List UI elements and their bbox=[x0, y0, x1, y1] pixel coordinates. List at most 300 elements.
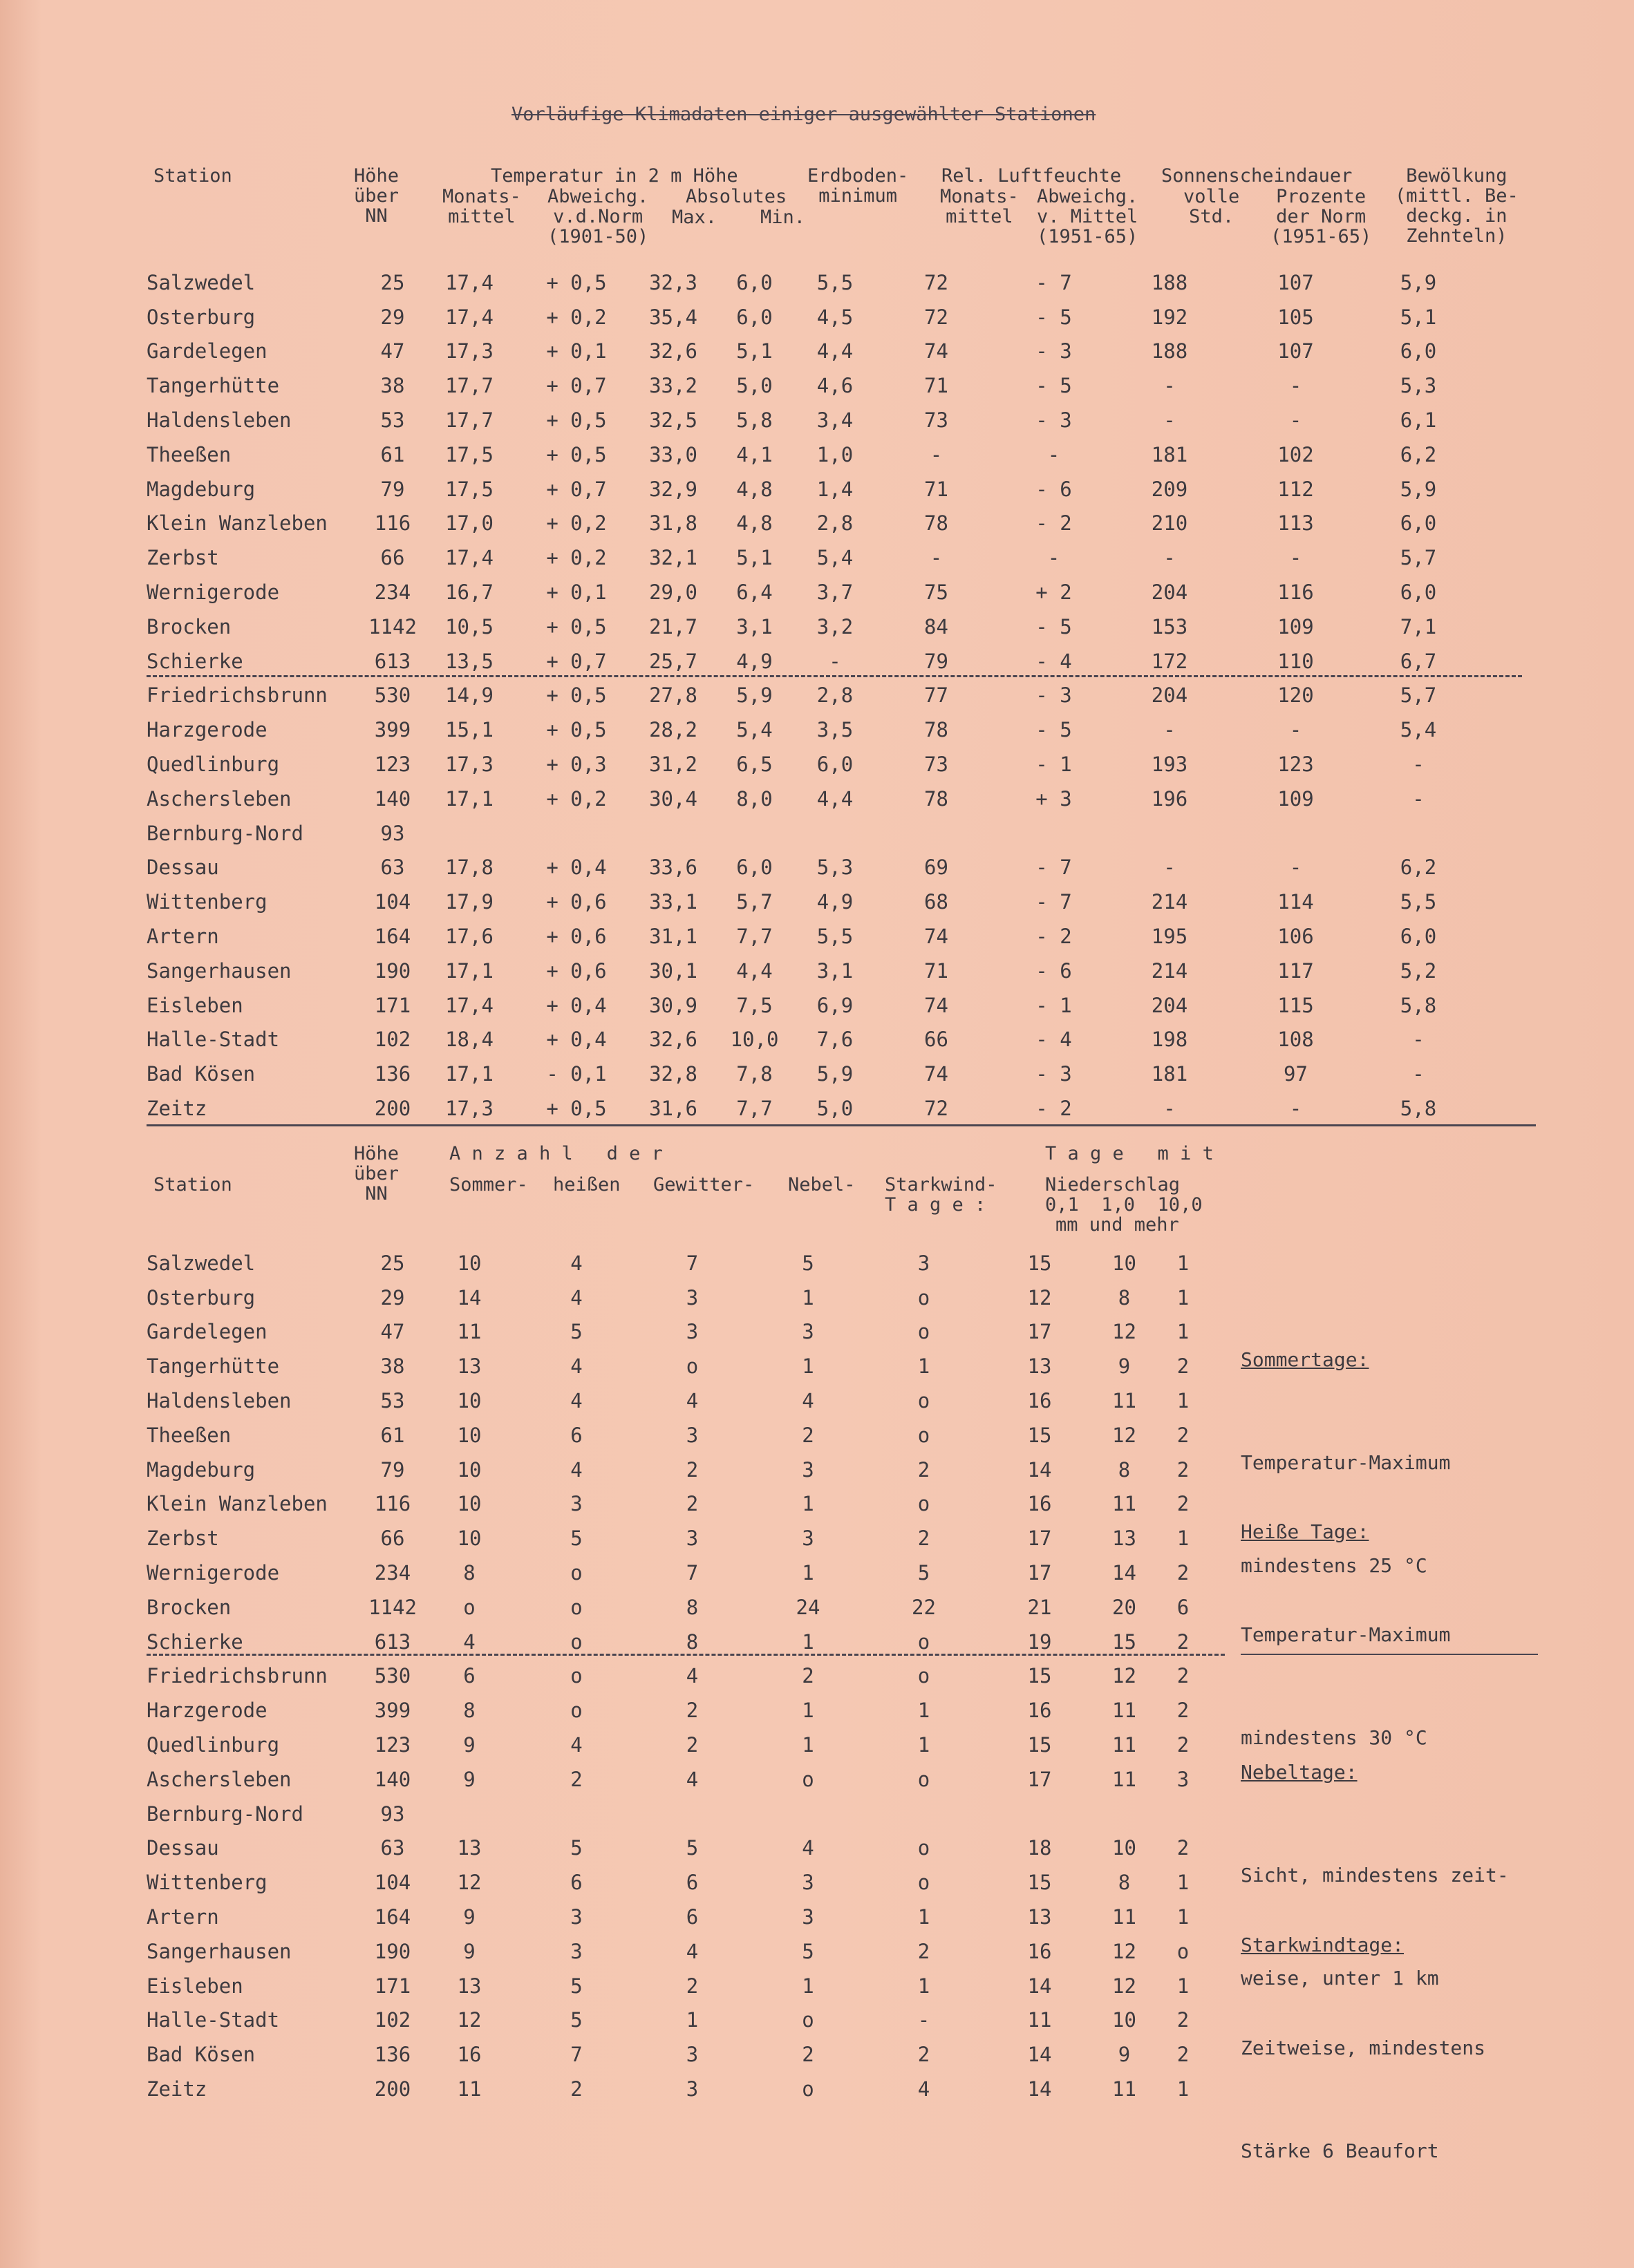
cell-sonne-std bbox=[1111, 816, 1228, 851]
cell-feuchte: 71 bbox=[924, 477, 948, 501]
cell-max: 30,9 bbox=[649, 993, 697, 1017]
cell-starkwind: 1 bbox=[917, 1354, 930, 1379]
cell-heisse-tage bbox=[521, 1797, 632, 1831]
cell-station: Sangerhausen bbox=[147, 958, 292, 983]
cell-bewoelkung: 6,2 bbox=[1400, 856, 1437, 880]
cell-erdboden: 4,4 bbox=[816, 339, 854, 363]
cell-bewoelkung: 5,3 bbox=[1400, 374, 1437, 398]
cell-nd-10: 11 bbox=[1112, 1389, 1136, 1413]
cell-monatsmittel: 17,8 bbox=[445, 856, 494, 880]
cell-hoehe: 399 bbox=[374, 718, 411, 742]
t1-header-temp-group: Temperatur in 2 m Höhe bbox=[491, 165, 738, 187]
cell-bewoelkung: 5,7 bbox=[1400, 546, 1437, 570]
cell-hoehe: 79 bbox=[380, 477, 405, 501]
table-row bbox=[147, 1349, 1212, 1383]
cell-erdboden: 4,5 bbox=[816, 305, 854, 329]
cell-nd-01: 14 bbox=[1027, 2077, 1052, 2101]
cell-nd-10: 8 bbox=[1118, 1285, 1131, 1310]
cell-bewoelkung: 5,5 bbox=[1400, 890, 1437, 914]
cell-max: 33,2 bbox=[649, 374, 697, 398]
table-row bbox=[147, 437, 1474, 472]
cell-min: 4,1 bbox=[736, 442, 773, 466]
cell-nd-100: 2 bbox=[1176, 2043, 1190, 2067]
cell-hoehe: 102 bbox=[374, 1028, 411, 1052]
cell-nebel: 1 bbox=[802, 1733, 814, 1757]
cell-gewitter: 4 bbox=[686, 1767, 699, 1791]
cell-erdboden: 2,8 bbox=[816, 511, 854, 536]
cell-hoehe: 123 bbox=[374, 753, 411, 777]
cell-abweichung: + 0,1 bbox=[546, 339, 607, 363]
cell-bewoelkung: 7,1 bbox=[1400, 614, 1437, 639]
cell-nd-10: 8 bbox=[1118, 1457, 1131, 1482]
table-row bbox=[147, 712, 1474, 747]
cell-sommertage: 10 bbox=[457, 1527, 482, 1551]
cell-nd-100: 6 bbox=[1176, 1595, 1190, 1619]
cell-station: Salzwedel bbox=[147, 1251, 256, 1275]
cell-sommertage: 8 bbox=[463, 1561, 476, 1585]
table-row bbox=[147, 1728, 1212, 1762]
note-nebel-title: Nebeltage: bbox=[1241, 1760, 1358, 1784]
cell-nd-10: 11 bbox=[1112, 2077, 1136, 2101]
cell-nd-01: 16 bbox=[1027, 1492, 1052, 1516]
cell-heisse-tage: 4 bbox=[570, 1733, 583, 1757]
cell-sonne-proz: - bbox=[1289, 856, 1302, 880]
cell-sommertage: 9 bbox=[463, 1939, 476, 1963]
cell-sonne-std: 209 bbox=[1151, 477, 1188, 501]
cell-station: Quedlinburg bbox=[147, 753, 280, 777]
cell-abweichung: + 0,1 bbox=[546, 580, 607, 605]
cell-station: Brocken bbox=[147, 614, 232, 639]
cell-station: Gardelegen bbox=[147, 1320, 267, 1344]
cell-feuchte: 68 bbox=[924, 890, 948, 914]
t2-header-hoehe: Höhe über NN bbox=[354, 1143, 400, 1204]
cell-monatsmittel: 17,4 bbox=[445, 546, 494, 570]
cell-sommertage: 16 bbox=[457, 2043, 482, 2067]
cell-heisse-tage: o bbox=[570, 1561, 583, 1585]
cell-nd-10: 10 bbox=[1112, 2008, 1136, 2032]
cell-nd-01: 17 bbox=[1027, 1561, 1052, 1585]
cell-station: Salzwedel bbox=[147, 270, 256, 294]
cell-heisse-tage: 4 bbox=[570, 1354, 583, 1379]
cell-max: 30,1 bbox=[649, 958, 697, 983]
cell-sommertage: o bbox=[463, 1595, 476, 1619]
cell-abweichung: + 0,2 bbox=[546, 305, 607, 329]
cell-sommertage: 14 bbox=[457, 1285, 482, 1310]
cell-nd-100: 1 bbox=[1176, 1389, 1190, 1413]
cell-monatsmittel: 17,4 bbox=[445, 305, 494, 329]
cell-hoehe: 116 bbox=[374, 511, 411, 536]
cell-sommertage: 10 bbox=[457, 1423, 482, 1447]
cell-station: Klein Wanzleben bbox=[147, 1492, 328, 1516]
cell-max: 31,8 bbox=[649, 511, 697, 536]
cell-feuchte-abw: - 6 bbox=[1035, 477, 1072, 501]
table-row bbox=[147, 334, 1474, 369]
cell-station: Osterburg bbox=[147, 305, 256, 329]
cell-sommertage: 13 bbox=[457, 1836, 482, 1860]
cell-nd-100: 1 bbox=[1176, 1871, 1190, 1895]
cell-bewoelkung: 6,0 bbox=[1400, 925, 1437, 949]
cell-hoehe: 171 bbox=[374, 1974, 411, 1998]
cell-feuchte-abw: + 2 bbox=[1035, 580, 1072, 605]
cell-gewitter: 2 bbox=[686, 1699, 699, 1723]
cell-gewitter: 2 bbox=[686, 1457, 699, 1482]
cell-abweichung: + 0,4 bbox=[546, 856, 607, 880]
cell-sommertage: 8 bbox=[463, 1699, 476, 1723]
cell-sonne-proz: - bbox=[1289, 718, 1302, 742]
cell-min: 7,8 bbox=[736, 1062, 773, 1086]
cell-station: Theeßen bbox=[147, 1423, 232, 1447]
cell-station: Schierke bbox=[147, 1629, 243, 1654]
cell-max: 32,8 bbox=[649, 1062, 697, 1086]
cell-hoehe: 38 bbox=[380, 1354, 405, 1379]
cell-abweichung: + 0,6 bbox=[546, 958, 607, 983]
cell-sonne-proz: 109 bbox=[1277, 786, 1314, 811]
cell-monatsmittel: 14,9 bbox=[445, 683, 494, 708]
cell-hoehe: 25 bbox=[380, 270, 405, 294]
note-starkwind-l1: Zeitweise, mindestens bbox=[1241, 2036, 1486, 2059]
cell-sommertage: 6 bbox=[463, 1664, 476, 1688]
cell-abweichung: + 0,5 bbox=[546, 718, 607, 742]
cell-sonne-proz: 107 bbox=[1277, 339, 1314, 363]
cell-station: Bad Kösen bbox=[147, 1062, 256, 1086]
cell-starkwind: 2 bbox=[917, 1939, 930, 1963]
cell-abweichung: + 0,3 bbox=[546, 753, 607, 777]
cell-feuchte: 74 bbox=[924, 925, 948, 949]
cell-nebel: 1 bbox=[802, 1629, 814, 1654]
cell-nd-100: 3 bbox=[1176, 1767, 1190, 1791]
cell-gewitter: 3 bbox=[686, 1285, 699, 1310]
cell-sonne-proz: 110 bbox=[1277, 649, 1314, 673]
cell-station: Bernburg-Nord bbox=[147, 821, 303, 845]
cell-nd-10: 10 bbox=[1112, 1836, 1136, 1860]
cell-heisse-tage: 6 bbox=[570, 1871, 583, 1895]
cell-hoehe: 47 bbox=[380, 339, 405, 363]
table-row bbox=[147, 1521, 1212, 1556]
cell-sommertage: 12 bbox=[457, 2008, 482, 2032]
table-row bbox=[147, 1556, 1212, 1590]
cell-sonne-std: 210 bbox=[1151, 511, 1188, 536]
cell-min: 6,4 bbox=[736, 580, 773, 605]
t2-header-nd-cols: 0,1 1,0 10,0 bbox=[1045, 1194, 1203, 1216]
cell-abweichung: + 0,7 bbox=[546, 374, 607, 398]
cell-feuchte: 73 bbox=[924, 753, 948, 777]
cell-starkwind: o bbox=[917, 1423, 930, 1447]
cell-heisse-tage: o bbox=[570, 1664, 583, 1688]
cell-sonne-std: - bbox=[1163, 718, 1176, 742]
cell-monatsmittel: 17,3 bbox=[445, 1097, 494, 1121]
table-row bbox=[147, 403, 1474, 437]
cell-nd-10: 12 bbox=[1112, 1423, 1136, 1447]
cell-station: Magdeburg bbox=[147, 1457, 256, 1482]
cell-sonne-proz: - bbox=[1289, 374, 1302, 398]
cell-nd-10: 15 bbox=[1112, 1629, 1136, 1654]
cell-feuchte-abw: + 3 bbox=[1035, 786, 1072, 811]
cell-feuchte-abw: - 7 bbox=[1035, 890, 1072, 914]
cell-nd-100: 1 bbox=[1176, 1320, 1190, 1344]
cell-bewoelkung: 5,2 bbox=[1400, 958, 1437, 983]
cell-sommertage: 10 bbox=[457, 1389, 482, 1413]
cell-monatsmittel: 17,7 bbox=[445, 374, 494, 398]
cell-heisse-tage: o bbox=[570, 1699, 583, 1723]
cell-nd-01: 17 bbox=[1027, 1320, 1052, 1344]
note-starkwind bbox=[1241, 1859, 1485, 2238]
note-starkwind-l2: Stärke 6 Beaufort bbox=[1241, 2139, 1439, 2163]
note-heisse-l2: mindestens 30 °C bbox=[1241, 1726, 1427, 1750]
cell-feuchte-abw: - 3 bbox=[1035, 1062, 1072, 1086]
cell-sonne-std: 181 bbox=[1151, 442, 1188, 466]
cell-station: Zeitz bbox=[147, 1097, 207, 1121]
cell-min: 5,8 bbox=[736, 408, 773, 433]
table-row bbox=[147, 1659, 1212, 1694]
cell-feuchte-abw: - 5 bbox=[1035, 374, 1072, 398]
cell-min: 10,0 bbox=[730, 1028, 779, 1052]
table-row bbox=[147, 1934, 1212, 1969]
cell-feuchte: 78 bbox=[924, 718, 948, 742]
cell-hoehe: 47 bbox=[380, 1320, 405, 1344]
cell-max: 33,1 bbox=[649, 890, 697, 914]
cell-hoehe: 38 bbox=[380, 374, 405, 398]
cell-bewoelkung: - bbox=[1412, 753, 1425, 777]
cell-erdboden: - bbox=[829, 649, 841, 673]
cell-gewitter: 2 bbox=[686, 1974, 699, 1998]
cell-nd-100: 2 bbox=[1176, 1492, 1190, 1516]
cell-nd-10: 9 bbox=[1118, 1354, 1131, 1379]
cell-hoehe: 102 bbox=[374, 2008, 411, 2032]
cell-sommertage: 9 bbox=[463, 1767, 476, 1791]
cell-erdboden: 4,6 bbox=[816, 374, 854, 398]
cell-feuchte: 74 bbox=[924, 1062, 948, 1086]
cell-sonne-proz bbox=[1228, 816, 1363, 851]
cell-gewitter: 4 bbox=[686, 1664, 699, 1688]
cell-sonne-proz: 105 bbox=[1277, 305, 1314, 329]
cell-station: Halle-Stadt bbox=[147, 1028, 280, 1052]
cell-monatsmittel: 17,1 bbox=[445, 958, 494, 983]
cell-max: 27,8 bbox=[649, 683, 697, 708]
cell-gewitter bbox=[632, 1797, 753, 1831]
cell-station: Haldensleben bbox=[147, 408, 292, 433]
cell-min: 7,7 bbox=[736, 925, 773, 949]
cell-gewitter: 1 bbox=[686, 2008, 699, 2032]
table-row bbox=[147, 679, 1474, 713]
cell-abweichung: + 0,7 bbox=[546, 649, 607, 673]
cell-monatsmittel: 17,7 bbox=[445, 408, 494, 433]
cell-gewitter: 3 bbox=[686, 2043, 699, 2067]
cell-bewoelkung: 6,2 bbox=[1400, 442, 1437, 466]
t1-header-sonne-std: volle Std. bbox=[1183, 186, 1240, 227]
cell-feuchte: 78 bbox=[924, 511, 948, 536]
cell-hoehe: 190 bbox=[374, 958, 411, 983]
cell-nebel: 1 bbox=[802, 1492, 814, 1516]
cell-max: 29,0 bbox=[649, 580, 697, 605]
cell-station: Sangerhausen bbox=[147, 1939, 292, 1963]
cell-feuchte: 72 bbox=[924, 305, 948, 329]
cell-heisse-tage: 3 bbox=[570, 1492, 583, 1516]
cell-abweichung bbox=[521, 816, 632, 851]
cell-heisse-tage: 5 bbox=[570, 1974, 583, 1998]
cell-gewitter: 7 bbox=[686, 1251, 699, 1275]
t1-header-rel-feuchte: Rel. Luftfeuchte bbox=[941, 165, 1122, 187]
cell-hoehe: 66 bbox=[380, 546, 405, 570]
cell-sonne-std: 195 bbox=[1151, 925, 1188, 949]
cell-sonne-std: 181 bbox=[1151, 1062, 1188, 1086]
cell-starkwind: 2 bbox=[917, 1527, 930, 1551]
cell-nebel: 24 bbox=[796, 1595, 820, 1619]
t2-header-tage: T a g e : bbox=[885, 1194, 986, 1216]
cell-feuchte-abw: - bbox=[1047, 442, 1060, 466]
cell-hoehe: 164 bbox=[374, 925, 411, 949]
cell-sonne-proz: 108 bbox=[1277, 1028, 1314, 1052]
cell-feuchte: 79 bbox=[924, 649, 948, 673]
cell-feuchte-abw: - 3 bbox=[1035, 683, 1072, 708]
cell-nd-01: 19 bbox=[1027, 1629, 1052, 1654]
cell-gewitter: 5 bbox=[686, 1836, 699, 1860]
cell-abweichung: + 0,5 bbox=[546, 408, 607, 433]
cell-monatsmittel: 17,5 bbox=[445, 442, 494, 466]
cell-station: Bad Kösen bbox=[147, 2043, 256, 2067]
cell-nd-01: 15 bbox=[1027, 1423, 1052, 1447]
cell-heisse-tage: 5 bbox=[570, 1320, 583, 1344]
table-row bbox=[147, 1453, 1212, 1487]
t2-header-station: Station bbox=[153, 1174, 232, 1196]
cell-sonne-proz: 109 bbox=[1277, 614, 1314, 639]
cell-station: Tangerhütte bbox=[147, 374, 280, 398]
cell-erdboden: 3,5 bbox=[816, 718, 854, 742]
cell-erdboden: 4,9 bbox=[816, 890, 854, 914]
cell-nd-100: 1 bbox=[1176, 1285, 1190, 1310]
cell-nebel: 1 bbox=[802, 1699, 814, 1723]
cell-monatsmittel: 17,1 bbox=[445, 786, 494, 811]
cell-starkwind: o bbox=[917, 1629, 930, 1654]
note-starkwind-title: Starkwindtage: bbox=[1241, 1933, 1405, 1956]
cell-min: 6,0 bbox=[736, 856, 773, 880]
cell-sonne-std: - bbox=[1163, 1097, 1176, 1121]
cell-station: Friedrichsbrunn bbox=[147, 1664, 328, 1688]
cell-gewitter: 8 bbox=[686, 1629, 699, 1654]
cell-abweichung: + 0,5 bbox=[546, 614, 607, 639]
table-row bbox=[147, 782, 1474, 816]
cell-hoehe: 93 bbox=[380, 1802, 405, 1826]
cell-sonne-std: 204 bbox=[1151, 683, 1188, 708]
cell-starkwind: o bbox=[917, 1492, 930, 1516]
cell-starkwind: 1 bbox=[917, 1905, 930, 1929]
cell-feuchte-abw: - 5 bbox=[1035, 614, 1072, 639]
cell-abweichung: + 0,5 bbox=[546, 442, 607, 466]
cell-sommertage: 4 bbox=[463, 1629, 476, 1654]
table-row bbox=[147, 575, 1474, 609]
table-row bbox=[147, 919, 1474, 954]
cell-hoehe: 61 bbox=[380, 442, 405, 466]
cell-min: 4,9 bbox=[736, 649, 773, 673]
cell-hoehe: 530 bbox=[374, 1664, 411, 1688]
cell-station: Aschersleben bbox=[147, 1767, 292, 1791]
cell-abweichung: + 0,2 bbox=[546, 511, 607, 536]
cell-gewitter: 3 bbox=[686, 2077, 699, 2101]
cell-station: Eisleben bbox=[147, 993, 243, 1017]
table-row bbox=[147, 644, 1474, 679]
cell-min: 5,9 bbox=[736, 683, 773, 708]
cell-station: Wernigerode bbox=[147, 1561, 280, 1585]
cell-monatsmittel: 17,4 bbox=[445, 993, 494, 1017]
cell-starkwind: o bbox=[917, 1285, 930, 1310]
t2-header-gewitter: Gewitter- bbox=[653, 1174, 755, 1196]
cell-nd-10 bbox=[1095, 1797, 1154, 1831]
cell-bewoelkung: 6,7 bbox=[1400, 649, 1437, 673]
cell-hoehe: 53 bbox=[380, 408, 405, 433]
cell-starkwind: o bbox=[917, 1320, 930, 1344]
cell-sonne-std: - bbox=[1163, 546, 1176, 570]
t1-header-station: Station bbox=[153, 165, 232, 187]
cell-abweichung: + 0,4 bbox=[546, 993, 607, 1017]
cell-heisse-tage: 4 bbox=[570, 1285, 583, 1310]
t1-header-bewoelkung: Bewölkung (mittl. Be- deckg. in Zehnteln) bbox=[1395, 165, 1519, 247]
cell-nd-100: 2 bbox=[1176, 1733, 1190, 1757]
cell-max: 32,6 bbox=[649, 1028, 697, 1052]
cell-starkwind: o bbox=[917, 1836, 930, 1860]
cell-sonne-std: 196 bbox=[1151, 786, 1188, 811]
cell-sonne-std: 204 bbox=[1151, 580, 1188, 605]
cell-sonne-proz: 117 bbox=[1277, 958, 1314, 983]
cell-sonne-std: 192 bbox=[1151, 305, 1188, 329]
table-row bbox=[147, 540, 1474, 575]
cell-sommertage: 9 bbox=[463, 1905, 476, 1929]
table-row bbox=[147, 885, 1474, 919]
cell-starkwind: 2 bbox=[917, 2043, 930, 2067]
cell-erdboden bbox=[794, 816, 876, 851]
cell-bewoelkung: - bbox=[1412, 1028, 1425, 1052]
cell-erdboden: 5,5 bbox=[816, 270, 854, 294]
cell-sonne-std: - bbox=[1163, 374, 1176, 398]
cell-erdboden: 3,7 bbox=[816, 580, 854, 605]
cell-gewitter: 6 bbox=[686, 1905, 699, 1929]
cell-nd-100: 2 bbox=[1176, 1354, 1190, 1379]
cell-nebel: 3 bbox=[802, 1320, 814, 1344]
cell-heisse-tage: 5 bbox=[570, 1527, 583, 1551]
cell-feuchte-abw: - 1 bbox=[1035, 993, 1072, 1017]
cell-hoehe: 234 bbox=[374, 1561, 411, 1585]
cell-min: 8,0 bbox=[736, 786, 773, 811]
cell-sonne-proz: 123 bbox=[1277, 753, 1314, 777]
cell-hoehe: 1142 bbox=[368, 1595, 417, 1619]
cell-nd-10: 12 bbox=[1112, 1939, 1136, 1963]
cell-station: Artern bbox=[147, 925, 219, 949]
cell-sonne-proz: 112 bbox=[1277, 477, 1314, 501]
cell-feuchte: 84 bbox=[924, 614, 948, 639]
cell-bewoelkung: 5,7 bbox=[1400, 683, 1437, 708]
cell-nd-01: 16 bbox=[1027, 1939, 1052, 1963]
cell-feuchte: - bbox=[930, 546, 943, 570]
cell-starkwind: 4 bbox=[917, 2077, 930, 2101]
cell-monatsmittel: 17,4 bbox=[445, 270, 494, 294]
cell-min: 5,7 bbox=[736, 890, 773, 914]
cell-feuchte-abw: - 2 bbox=[1035, 1097, 1072, 1121]
cell-feuchte: 72 bbox=[924, 270, 948, 294]
t2-header-heissen: heißen bbox=[553, 1174, 621, 1196]
cell-feuchte: 77 bbox=[924, 683, 948, 708]
cell-station: Tangerhütte bbox=[147, 1354, 280, 1379]
table-row bbox=[147, 300, 1474, 334]
cell-starkwind: o bbox=[917, 1389, 930, 1413]
cell-feuchte: 71 bbox=[924, 374, 948, 398]
cell-nd-01: 15 bbox=[1027, 1251, 1052, 1275]
cell-sonne-std: 214 bbox=[1151, 890, 1188, 914]
table-row bbox=[147, 2003, 1212, 2038]
cell-nd-100: 1 bbox=[1176, 2077, 1190, 2101]
table-row bbox=[147, 1900, 1212, 1934]
cell-hoehe: 104 bbox=[374, 1871, 411, 1895]
cell-max: 21,7 bbox=[649, 614, 697, 639]
table-row bbox=[147, 265, 1474, 300]
cell-sonne-proz: 114 bbox=[1277, 890, 1314, 914]
